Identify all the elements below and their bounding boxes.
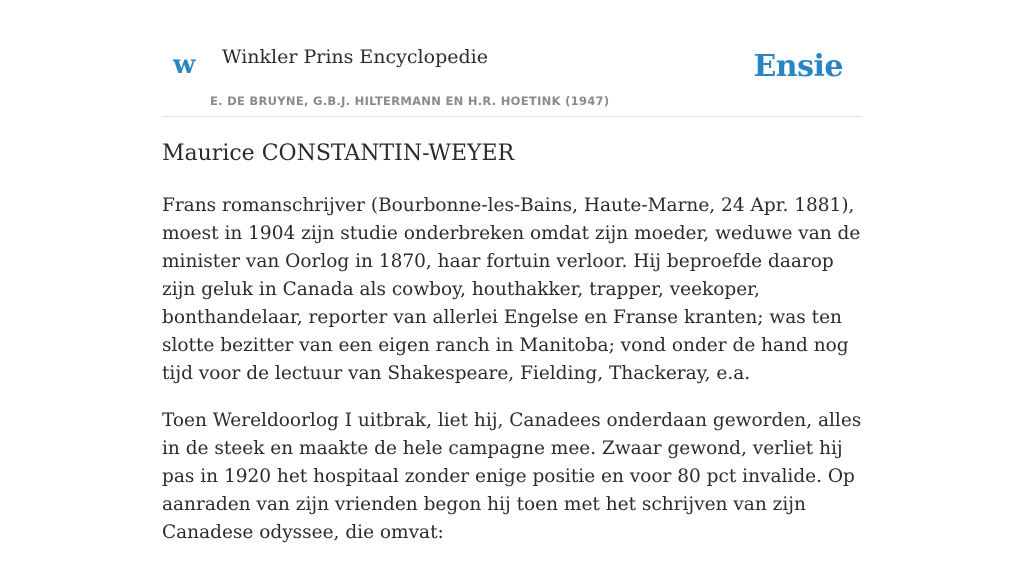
page <box>162 0 862 543</box>
article-paragraph: Toen Wereldoorlog I uitbrak, liet hij, Canadees onderdaan geworden, alles in de steek en maakte de hele campagne mee. Zwaar gewond, verliet hij pas in 1920 het hospitaal zonder enige positie en voor 80 pct invalide. Op aanraden van zijn vrienden begon hij toen met het schrijven van zijn Canadese odyssee, die omvat: <box>162 410 862 543</box>
winkler-prins-logo[interactable]: w <box>173 50 196 80</box>
ensie-brand-logo[interactable]: Ensie <box>753 49 843 84</box>
article-paragraph: Frans romanschrijver (Bourbonne-les-Bains, Haute-Marne, 24 Apr. 1881), moest in 1904 zijn studie onderbreken omdat zijn moeder, weduwe van de minister van Oorlog in 1870, haar fortuin verloor. Hij beproefde daarop zijn geluk in Canada als cowboy, houthakker, trapper, veekoper, bonthandelaar, reporter van allerlei Engelse en Franse kranten; was ten slotte bezitter van een eigen ranch in Manitoba; vond onder de hand nog tijd voor de lectuur van Shakespeare, Fielding, Thackeray, e.a. <box>162 195 861 384</box>
article-body <box>162 192 864 566</box>
site-title[interactable]: Winkler Prins Encyclopedie <box>222 46 488 68</box>
site-header <box>162 0 862 117</box>
article-title: Maurice CONSTANTIN-WEYER <box>162 141 515 166</box>
site-authors: E. DE BRUYNE, G.B.J. HILTERMANN EN H.R. HOETINK (1947) <box>210 94 610 108</box>
